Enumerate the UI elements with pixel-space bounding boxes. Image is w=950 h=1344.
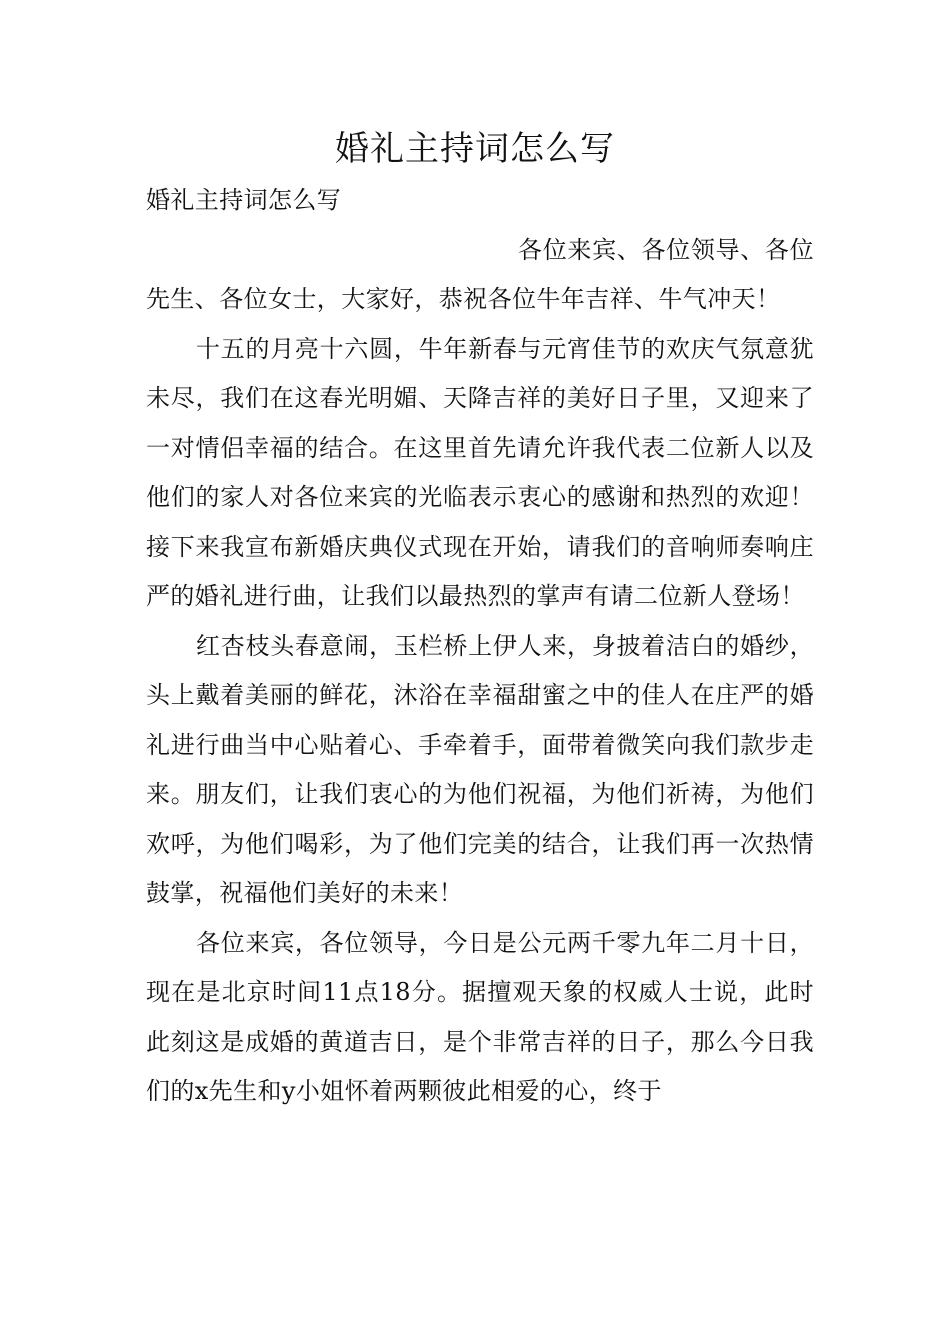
paragraph-opening: 十五的月亮十六圆，牛年新春与元宵佳节的欢庆气氛意犹未尽，我们在这春光明媚、天降吉祥的美好日子里，又迎来了一对情侣幸福的结合。在这里首先请允许我代表二位新人以及他们的家人对各位来宾的光临表示衷心的感谢和热烈的欢迎！接下来我宣布新婚庆典仪式现在开始，请我们的音响师奏响庄严的婚礼进行曲，让我们以最热烈的掌声有请二位新人登场！	[146, 334, 814, 610]
paragraph-greeting: 各位来宾、各位领导、各位先生、各位女士，大家好，恭祝各位牛年吉祥、牛气冲天！	[146, 235, 814, 313]
document-title: 婚礼主持词怎么写	[335, 129, 615, 169]
document-subtitle: 婚礼主持词怎么写	[146, 186, 342, 214]
document-body	[146, 176, 814, 1117]
paragraph-entrance: 红杏枝头春意闹，玉栏桥上伊人来，身披着洁白的婚纱，头上戴着美丽的鲜花，沐浴在幸福甜蜜之中的佳人在庄严的婚礼进行曲当中心贴着心、手牵着手，面带着微笑向我们款步走来。朋友们，让我们衷心的为他们祝福，为他们祈祷，为他们欢呼，为他们喝彩，为了他们完美的结合，让我们再一次热情鼓掌，祝福他们美好的未来！	[146, 631, 814, 907]
paragraph-date: 各位来宾，各位领导，今日是公元两千零九年二月十日，现在是北京时间11点18分。据擅观天象的权威人士说，此时此刻这是成婚的黄道吉日，是个非常吉祥的日子，那么今日我们的x先生和y小姐怀着两颗彼此相爱的心，终于	[146, 928, 814, 1105]
